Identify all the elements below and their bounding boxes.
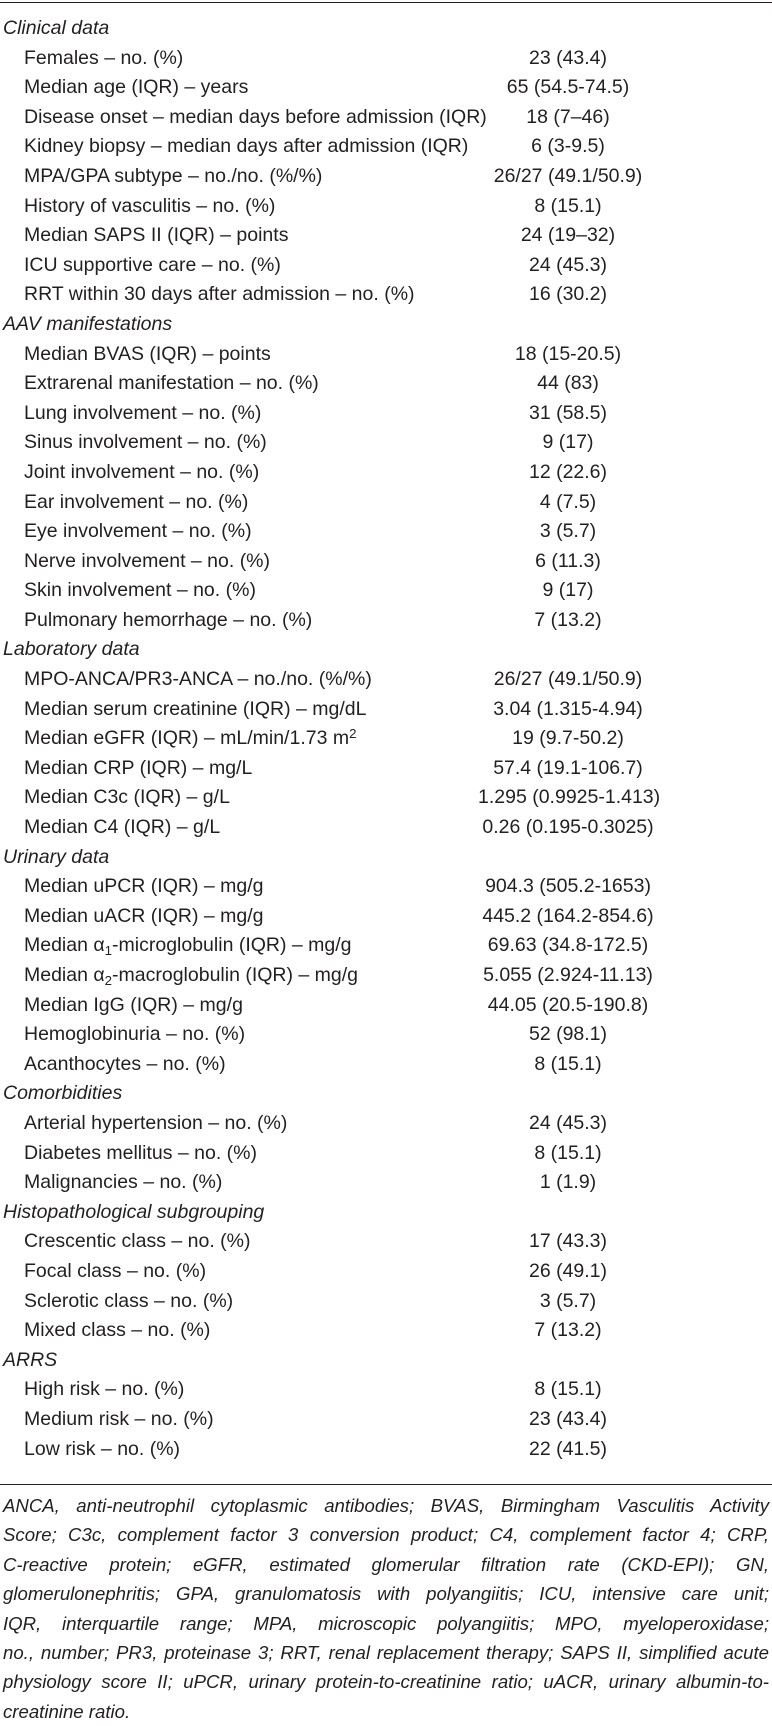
- row-label-text: Acanthocytes – no. (%): [24, 1052, 226, 1075]
- row-label: [24, 517, 252, 547]
- row-label: [24, 872, 264, 902]
- row-value: 6 (3-9.5): [531, 135, 605, 158]
- row-label-text: High risk – no. (%): [24, 1378, 185, 1401]
- row-label-text: Median uPCR (IQR) – mg/g: [24, 875, 264, 898]
- row-label-text: Malignancies – no. (%): [24, 1171, 223, 1194]
- row-label-suffix: -microglobulin (IQR) – mg/g: [112, 934, 352, 957]
- row-value: 8 (15.1): [534, 194, 602, 217]
- table-row: [0, 340, 772, 370]
- row-value: 445.2 (164.2-854.6): [482, 904, 654, 927]
- table-row: [0, 1020, 772, 1050]
- row-label-text: MPO-ANCA/PR3-ANCA – no./no. (%/%): [24, 668, 372, 691]
- row-label-subscript: 1: [104, 943, 113, 959]
- row-value: 24 (45.3): [528, 1111, 608, 1134]
- row-label-subscript: 2: [104, 972, 113, 988]
- row-value: 4 (7.5): [539, 490, 597, 513]
- row-label-text: Median CRP (IQR) – mg/L: [24, 756, 253, 779]
- row-label-text: Joint involvement – no. (%): [24, 460, 260, 483]
- row-label: [24, 665, 372, 695]
- row-label: [24, 251, 281, 281]
- row-label-suffix: -macroglobulin (IQR) – mg/g: [112, 964, 359, 986]
- row-value: 23 (43.4): [528, 46, 608, 69]
- row-label: [24, 132, 468, 162]
- section-header: [0, 635, 772, 665]
- table-row: [0, 369, 772, 399]
- row-label-text: Median BVAS (IQR) – points: [24, 342, 271, 365]
- table-row: [0, 132, 772, 162]
- row-label: [24, 221, 288, 251]
- row-label-text: Lung involvement – no. (%): [24, 401, 262, 424]
- row-label: [24, 606, 312, 636]
- row-label: [24, 547, 270, 577]
- row-label: [24, 399, 261, 429]
- row-label-text: Kidney biopsy – median days after admission (IQR): [24, 135, 469, 158]
- row-label-text: Median IgG (IQR) – mg/g: [24, 993, 243, 1016]
- row-label-text: Median C4 (IQR) – g/L: [24, 816, 221, 839]
- row-value: 3.04 (1.315-4.94): [493, 697, 643, 720]
- table-row: [0, 665, 772, 695]
- table-row: [0, 488, 772, 518]
- section-header: [0, 1079, 772, 1109]
- row-value: 24 (45.3): [528, 253, 608, 276]
- table-row: [0, 517, 772, 547]
- row-label-text: Median eGFR (IQR) – mL/min/1.73 m: [24, 727, 350, 750]
- table-row: [0, 547, 772, 577]
- row-label: [24, 695, 366, 725]
- row-label: [24, 902, 264, 932]
- row-label-text: Median uACR (IQR) – mg/g: [24, 904, 264, 927]
- row-value: 1 (1.9): [539, 1171, 597, 1194]
- table-row: [0, 724, 772, 754]
- row-label-text: Females – no. (%): [24, 46, 184, 69]
- row-value: 26 (49.1): [528, 1259, 608, 1282]
- row-label: [24, 1405, 214, 1435]
- row-value: 8 (15.1): [534, 1141, 602, 1164]
- section-header: [0, 843, 772, 873]
- table-row: [0, 44, 772, 74]
- footnote-line: ANCA, anti-neutrophil cytoplasmic antibodies; BVAS, Birmingham Vasculitis Activity: [3, 1495, 769, 1516]
- row-label-text: Disease onset – median days before admission (IQR): [24, 105, 487, 128]
- row-label: [24, 1257, 206, 1287]
- table-row: [0, 931, 772, 961]
- row-value: 6 (11.3): [535, 549, 601, 572]
- section-title: Laboratory data: [3, 638, 140, 661]
- row-value: 18 (7–46): [526, 105, 610, 128]
- row-label: [24, 428, 267, 458]
- row-label-text: RRT within 30 days after admission – no. (%): [24, 283, 415, 306]
- footnote-line: no., number; PR3, proteinase 3; RRT, renal replacement therapy; SAPS II, simplified acute: [3, 1642, 769, 1664]
- row-label: [24, 162, 322, 192]
- row-label: [24, 1316, 210, 1346]
- table-row: [0, 991, 772, 1021]
- row-label-text: Median C3c (IQR) – g/L: [24, 786, 230, 809]
- row-label: [24, 280, 415, 310]
- table-row: [0, 902, 772, 932]
- section-title: Comorbidities: [3, 1082, 123, 1105]
- table-row: [0, 1405, 772, 1435]
- section-title: AAV manifestations: [3, 312, 173, 335]
- row-label: [24, 961, 358, 991]
- row-label: [24, 931, 352, 961]
- section-title: Histopathological subgrouping: [3, 1200, 265, 1223]
- row-label: [24, 754, 252, 784]
- table-row: [0, 192, 772, 222]
- row-value: 26/27 (49.1/50.9): [493, 668, 643, 691]
- row-label: [24, 340, 271, 370]
- row-label-text: Nerve involvement – no. (%): [24, 549, 271, 572]
- row-label-text: Skin involvement – no. (%): [24, 579, 256, 602]
- row-label: [24, 724, 356, 754]
- row-label: [24, 44, 183, 74]
- row-label-text: Extrarenal manifestation – no. (%): [24, 372, 319, 395]
- row-label: [24, 1168, 222, 1198]
- row-label: [24, 1435, 180, 1465]
- footnote-line: physiology score II; uPCR, urinary protein-to-creatinine ratio; uACR, urinary albumin-to-: [3, 1671, 769, 1693]
- row-label-text: Sinus involvement – no. (%): [24, 431, 267, 454]
- row-label: [24, 1139, 257, 1169]
- table-top-rule: [0, 2, 772, 3]
- row-value: 52 (98.1): [528, 1023, 608, 1046]
- row-label: [24, 488, 248, 518]
- row-value: 44 (83): [537, 372, 599, 395]
- table-bottom-rule: [0, 1484, 772, 1485]
- section-header: [0, 310, 772, 340]
- table-row: [0, 754, 772, 784]
- table-row: [0, 1227, 772, 1257]
- table-row: [0, 1168, 772, 1198]
- row-value: 65 (54.5-74.5): [506, 76, 630, 99]
- row-value: 9 (17): [542, 431, 594, 454]
- section-title: Urinary data: [3, 845, 110, 868]
- table-row: [0, 251, 772, 281]
- row-value: 5.055 (2.924-11.13): [483, 964, 653, 986]
- footnote-line: C-reactive protein; eGFR, estimated glomerular filtration rate (CKD-EPI); GN,: [3, 1553, 769, 1575]
- row-label: [24, 1375, 184, 1405]
- row-label: [24, 1287, 233, 1317]
- row-value: 23 (43.4): [528, 1407, 608, 1430]
- row-label: [24, 813, 220, 843]
- table-footnote: [3, 1491, 769, 1726]
- row-value: 8 (15.1): [534, 1052, 602, 1075]
- table-row: [0, 1375, 772, 1405]
- row-label-text: Focal class – no. (%): [24, 1259, 207, 1282]
- footnote-line: Score; C3c, complement factor 3 conversion product; C4, complement factor 4; CRP,: [3, 1524, 769, 1546]
- table-row: [0, 1287, 772, 1317]
- row-label: [24, 1050, 226, 1080]
- table-row: [0, 1109, 772, 1139]
- row-label-text: Hemoglobinuria – no. (%): [24, 1023, 246, 1046]
- row-value: 16 (30.2): [528, 283, 608, 306]
- section-title: ARRS: [3, 1348, 58, 1371]
- table-row: [0, 73, 772, 103]
- row-label-text: Sclerotic class – no. (%): [24, 1289, 234, 1312]
- table-row: [0, 606, 772, 636]
- row-label: [24, 783, 230, 813]
- table-row: [0, 1435, 772, 1465]
- row-label-text: Diabetes mellitus – no. (%): [24, 1141, 258, 1164]
- row-label-text: Medium risk – no. (%): [24, 1407, 214, 1430]
- table-row: [0, 872, 772, 902]
- footnote-line: glomerulonephritis; GPA, granulomatosis with polyangiitis; ICU, intensive care unit;: [3, 1583, 769, 1605]
- row-label-text: Median α: [24, 964, 105, 986]
- section-title: Clinical data: [3, 17, 110, 39]
- row-label-text: Pulmonary hemorrhage – no. (%): [24, 608, 313, 631]
- row-label: [24, 458, 259, 488]
- table-row: [0, 576, 772, 606]
- row-label-text: ICU supportive care – no. (%): [24, 253, 281, 276]
- row-value: 3 (5.7): [539, 1289, 597, 1312]
- row-label: [24, 1020, 245, 1050]
- row-label-text: Arterial hypertension – no. (%): [24, 1111, 288, 1134]
- row-value: 8 (15.1): [534, 1378, 602, 1401]
- row-value: 904.3 (505.2-1653): [485, 875, 651, 898]
- row-label: [24, 103, 487, 133]
- footnote-line: IQR, interquartile range; MPA, microscopic polyangiitis; MPO, myeloperoxidase;: [3, 1612, 769, 1634]
- row-value: 17 (43.3): [528, 1230, 608, 1253]
- row-value: 12 (22.6): [528, 460, 608, 483]
- table-body: [0, 14, 772, 1464]
- row-label-text: Low risk – no. (%): [24, 1437, 181, 1460]
- table-row: [0, 280, 772, 310]
- table-row: [0, 1316, 772, 1346]
- row-value: 7 (13.2): [534, 1319, 602, 1342]
- table-row: [0, 458, 772, 488]
- row-value: 3 (5.7): [539, 520, 597, 543]
- table-row: [0, 428, 772, 458]
- table-row: [0, 813, 772, 843]
- row-label: [24, 192, 275, 222]
- row-value: 1.295 (0.9925-1.413): [478, 786, 661, 809]
- section-header: [0, 1198, 772, 1228]
- row-label: [24, 1109, 287, 1139]
- row-label-text: Median SAPS II (IQR) – points: [24, 224, 289, 247]
- row-value: 7 (13.2): [534, 608, 602, 631]
- row-value: 24 (19–32): [520, 224, 616, 247]
- row-value: 22 (41.5): [528, 1437, 608, 1460]
- row-label-text: Ear involvement – no. (%): [24, 490, 249, 513]
- row-value: 69.63 (34.8-172.5): [487, 934, 649, 957]
- table-row: [0, 103, 772, 133]
- table-row: [0, 961, 772, 991]
- row-label: [24, 991, 243, 1021]
- row-label-text: Crescentic class – no. (%): [24, 1230, 251, 1253]
- row-label: [24, 576, 256, 606]
- row-value: 44.05 (20.5-190.8): [487, 993, 649, 1016]
- row-label-text: Median serum creatinine (IQR) – mg/dL: [24, 697, 367, 720]
- table-row: [0, 695, 772, 725]
- row-label: [24, 1227, 251, 1257]
- table-row: [0, 399, 772, 429]
- row-label: [24, 73, 248, 103]
- row-value: 19 (9.7-50.2): [512, 727, 624, 750]
- table-row: [0, 1139, 772, 1169]
- table-row: [0, 783, 772, 813]
- row-label-text: Eye involvement – no. (%): [24, 520, 252, 543]
- row-value: 31 (58.5): [528, 401, 608, 424]
- footnote-line: creatinine ratio.: [3, 1700, 131, 1722]
- row-label-text: Median α: [24, 934, 105, 957]
- row-value: 0.26 (0.195-0.3025): [482, 816, 654, 839]
- row-label-text: MPA/GPA subtype – no./no. (%/%): [24, 164, 323, 187]
- row-label: [24, 369, 319, 399]
- table-row: [0, 1050, 772, 1080]
- row-value: 18 (15-20.5): [514, 342, 622, 365]
- section-header: [0, 14, 772, 44]
- table-row: [0, 221, 772, 251]
- table-row: [0, 162, 772, 192]
- row-label-text: History of vasculitis – no. (%): [24, 194, 276, 217]
- row-label-superscript: 2: [349, 725, 357, 741]
- row-value: 9 (17): [542, 579, 594, 602]
- table-row: [0, 1257, 772, 1287]
- row-label-text: Mixed class – no. (%): [24, 1319, 211, 1342]
- row-label-text: Median age (IQR) – years: [24, 76, 249, 99]
- section-header: [0, 1346, 772, 1376]
- row-value: 57.4 (19.1-106.7): [493, 756, 643, 779]
- row-value: 26/27 (49.1/50.9): [493, 164, 643, 187]
